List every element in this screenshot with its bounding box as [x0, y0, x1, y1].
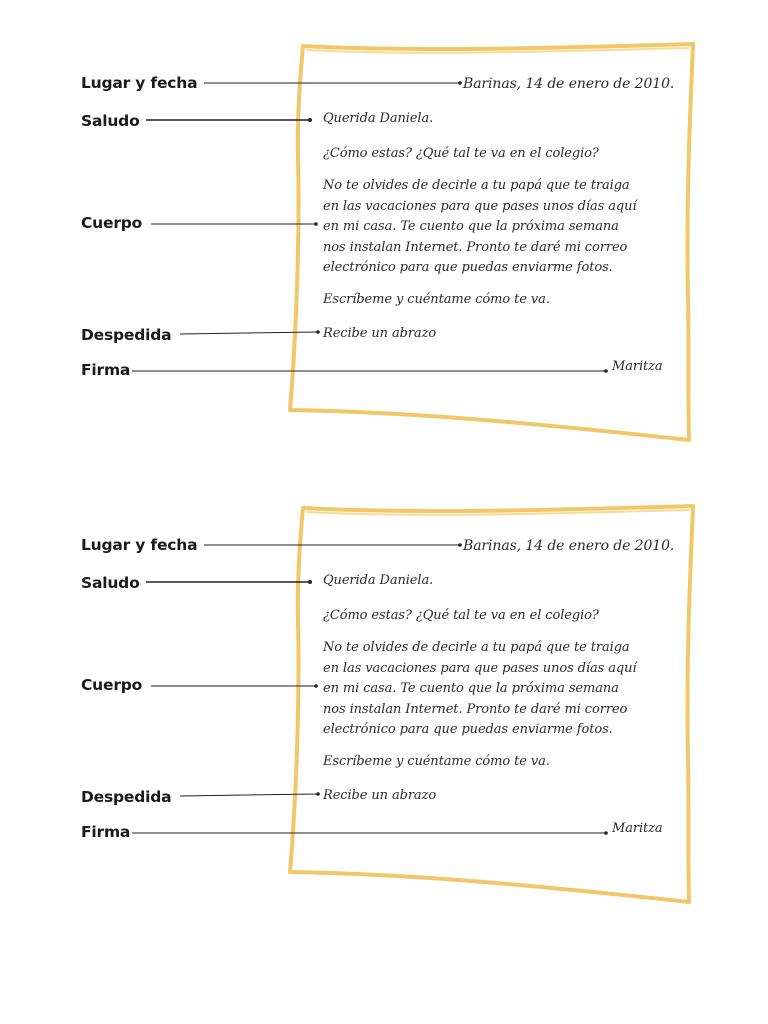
label-cuerpo: Cuerpo [81, 214, 143, 232]
letter-date: Barinas, 14 de enero de 2010. [463, 76, 675, 92]
letter-date: Barinas, 14 de enero de 2010. [463, 538, 675, 554]
letter-body-line: No te olvides de decirle a tu papá que te traiga [323, 640, 630, 655]
connector-dot [314, 684, 318, 688]
letter-body-line: nos instalan Internet. Pronto te daré mi correo [323, 701, 628, 717]
label-firma: Firma [81, 361, 131, 379]
connector-dot [458, 543, 462, 547]
connector-dot [604, 369, 608, 373]
letter-signature: Maritza [612, 821, 663, 836]
label-despedida: Despedida [81, 788, 172, 806]
letter-greeting: Querida Daniela. [323, 573, 434, 588]
letter-body-line: nos instalan Internet. Pronto te daré mi correo [323, 239, 628, 255]
letter-body-line: en las vacaciones para que pases unos días aquí [323, 198, 637, 214]
connector-dot [316, 330, 320, 334]
letter-body [323, 638, 636, 741]
letter-farewell: Recibe un abrazo [323, 326, 437, 341]
letter-signature: Maritza [612, 359, 663, 374]
label-cuerpo: Cuerpo [81, 676, 143, 694]
label-firma: Firma [81, 823, 131, 841]
letter-question: ¿Cómo estas? ¿Qué tal te va en el colegio? [323, 608, 599, 623]
connector-dot [308, 580, 312, 584]
letter-closing-line: Escríbeme y cuéntame cómo te va. [323, 754, 550, 769]
label-saludo: Saludo [81, 574, 140, 592]
connector-dot [308, 118, 312, 122]
letter-closing-line: Escríbeme y cuéntame cómo te va. [323, 292, 550, 307]
letter-greeting: Querida Daniela. [323, 111, 434, 126]
letter-farewell: Recibe un abrazo [323, 788, 437, 803]
letter-body-line: electrónico para que puedas enviarme fotos. [323, 722, 613, 737]
connector-dot [316, 792, 320, 796]
letter-diagram-1 [0, 38, 768, 468]
label-saludo: Saludo [81, 112, 140, 130]
label-lugar-fecha: Lugar y fecha [81, 74, 198, 92]
letter-question: ¿Cómo estas? ¿Qué tal te va en el colegio? [323, 146, 599, 161]
label-lugar-fecha: Lugar y fecha [81, 536, 198, 554]
letter-body-line: en mi casa. Te cuento que la próxima semana [323, 219, 619, 234]
connector-dot [314, 222, 318, 226]
connector-dot [458, 81, 462, 85]
letter-body-line: electrónico para que puedas enviarme fotos. [323, 260, 613, 275]
connector-dot [604, 831, 608, 835]
label-despedida: Despedida [81, 326, 172, 344]
letter-diagram-2 [0, 500, 768, 930]
letter-body [323, 176, 636, 279]
letter-body-line: No te olvides de decirle a tu papá que te traiga [323, 178, 630, 193]
letter-body-line: en mi casa. Te cuento que la próxima semana [323, 681, 619, 696]
letter-body-line: en las vacaciones para que pases unos días aquí [323, 660, 637, 676]
